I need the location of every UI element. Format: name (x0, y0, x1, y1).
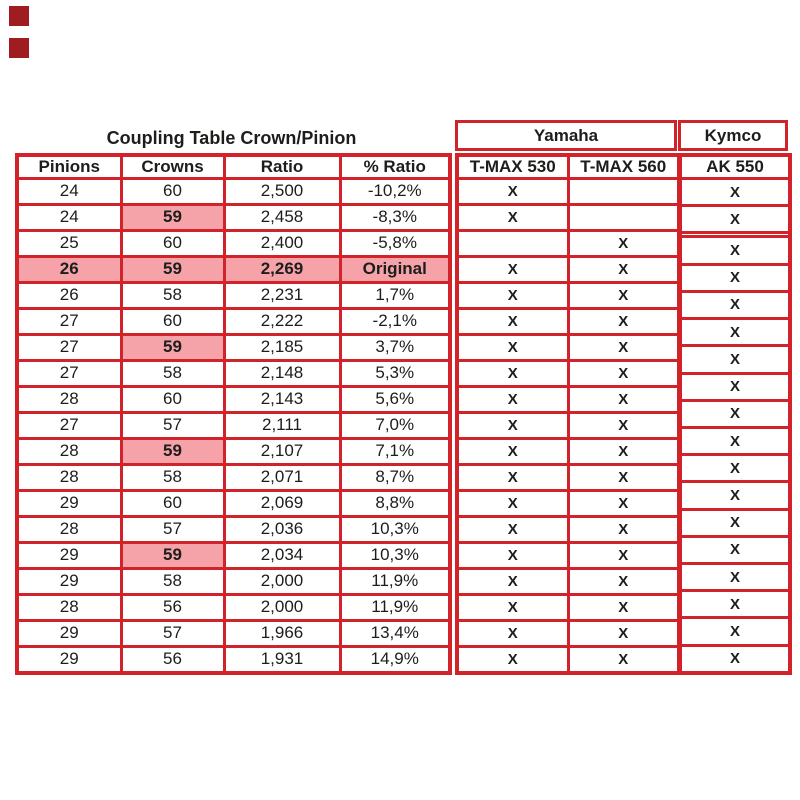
ak550-cell: X (680, 319, 790, 346)
crowns-cell: 59 (121, 256, 224, 282)
crowns-cell: 57 (121, 516, 224, 542)
table-row (17, 464, 450, 490)
yamaha-row (457, 516, 679, 542)
ratio-cell: 2,148 (224, 360, 340, 386)
kymco-row (680, 346, 790, 373)
yamaha-row (457, 204, 679, 230)
tmax530-cell: X (457, 412, 568, 438)
pct-ratio-cell: 3,7% (340, 334, 450, 360)
ratio-column-header: Ratio (224, 155, 340, 179)
kymco-row (680, 373, 790, 400)
table-row (17, 282, 450, 308)
pinions-cell: 26 (17, 282, 121, 308)
ratio-cell: 2,231 (224, 282, 340, 308)
tmax530-cell: X (457, 308, 568, 334)
crowns-cell: 60 (121, 179, 224, 205)
yamaha-row (457, 464, 679, 490)
crowns-cell: 58 (121, 360, 224, 386)
pct-ratio-cell: Original (340, 256, 450, 282)
table-row (17, 204, 450, 230)
kymco-row (680, 509, 790, 536)
tmax530-cell: X (457, 516, 568, 542)
kymco-table-header-row (680, 155, 790, 179)
crowns-cell: 59 (121, 542, 224, 568)
tmax560-cell: X (568, 230, 679, 256)
tmax560-cell: X (568, 360, 679, 386)
coupling-table-header-row (17, 155, 450, 179)
pinions-column-header: Pinions (17, 155, 121, 179)
kymco-row (680, 645, 790, 673)
tmax560-cell: X (568, 594, 679, 620)
table-row (17, 594, 450, 620)
crowns-cell: 60 (121, 308, 224, 334)
ak550-cell: X (680, 645, 790, 673)
pct-ratio-cell: -10,2% (340, 179, 450, 205)
table-row (17, 620, 450, 646)
pinions-cell: 26 (17, 256, 121, 282)
crowns-cell: 60 (121, 490, 224, 516)
yamaha-row (457, 594, 679, 620)
tmax560-cell: X (568, 464, 679, 490)
tmax530-cell: X (457, 620, 568, 646)
tmax560-column-header: T-MAX 560 (568, 155, 679, 179)
tmax560-cell: X (568, 334, 679, 360)
tmax530-cell: X (457, 282, 568, 308)
yamaha-row (457, 490, 679, 516)
crowns-cell: 59 (121, 334, 224, 360)
table-row (17, 256, 450, 282)
pinions-cell: 29 (17, 620, 121, 646)
ratio-cell: 2,458 (224, 204, 340, 230)
tmax530-cell: X (457, 490, 568, 516)
kymco-table-body (680, 179, 790, 674)
table-row (17, 308, 450, 334)
pinions-cell: 27 (17, 360, 121, 386)
yamaha-row (457, 282, 679, 308)
table-row (17, 490, 450, 516)
pct-ratio-cell: 14,9% (340, 646, 450, 673)
kymco-row (680, 591, 790, 618)
tmax560-cell: X (568, 438, 679, 464)
pinions-cell: 27 (17, 308, 121, 334)
pct-ratio-cell: 8,8% (340, 490, 450, 516)
pinions-cell: 29 (17, 568, 121, 594)
tmax530-cell: X (457, 568, 568, 594)
pct-ratio-cell: 10,3% (340, 516, 450, 542)
kymco-row (680, 291, 790, 318)
pct-ratio-cell: 5,3% (340, 360, 450, 386)
coupling-table (15, 153, 452, 675)
yamaha-table-body (457, 179, 679, 674)
ratio-cell: 2,111 (224, 412, 340, 438)
ak550-cell: X (680, 482, 790, 509)
ak550-cell: X (680, 346, 790, 373)
pinions-cell: 25 (17, 230, 121, 256)
kymco-row (680, 536, 790, 563)
pinions-cell: 24 (17, 179, 121, 205)
yamaha-row (457, 646, 679, 673)
ak550-cell: X (680, 179, 790, 206)
kymco-row (680, 179, 790, 206)
table-row (17, 386, 450, 412)
ratio-cell: 2,034 (224, 542, 340, 568)
tmax560-cell: X (568, 412, 679, 438)
pct-ratio-cell: 5,6% (340, 386, 450, 412)
crowns-cell: 57 (121, 412, 224, 438)
tmax560-cell: X (568, 308, 679, 334)
ratio-cell: 2,185 (224, 334, 340, 360)
pct-ratio-cell: 1,7% (340, 282, 450, 308)
tmax560-cell: X (568, 542, 679, 568)
yamaha-row (457, 568, 679, 594)
yamaha-row (457, 179, 679, 205)
kymco-row (680, 206, 790, 233)
kymco-row (680, 237, 790, 264)
tmax530-cell: X (457, 360, 568, 386)
ratio-cell: 2,036 (224, 516, 340, 542)
crowns-cell: 59 (121, 204, 224, 230)
red-square-marker (9, 6, 29, 26)
tmax530-cell: X (457, 179, 568, 205)
yamaha-row (457, 334, 679, 360)
table-row (17, 646, 450, 673)
tmax560-cell: X (568, 516, 679, 542)
kymco-row (680, 618, 790, 645)
yamaha-row (457, 230, 679, 256)
kymco-group-header (678, 120, 788, 151)
yamaha-row (457, 620, 679, 646)
pct-ratio-cell: 7,1% (340, 438, 450, 464)
ratio-cell: 2,069 (224, 490, 340, 516)
tmax530-cell: X (457, 646, 568, 673)
tmax530-cell: X (457, 542, 568, 568)
pinions-cell: 27 (17, 334, 121, 360)
crowns-cell: 59 (121, 438, 224, 464)
crowns-cell: 57 (121, 620, 224, 646)
ratio-cell: 2,000 (224, 594, 340, 620)
ak550-cell: X (680, 206, 790, 233)
ratio-cell: 2,000 (224, 568, 340, 594)
yamaha-row (457, 256, 679, 282)
crowns-cell: 58 (121, 282, 224, 308)
pct-ratio-cell: -5,8% (340, 230, 450, 256)
crowns-cell: 60 (121, 386, 224, 412)
table-row (17, 568, 450, 594)
tmax530-cell: X (457, 438, 568, 464)
tmax530-cell: X (457, 464, 568, 490)
tmax560-cell: X (568, 282, 679, 308)
kymco-row (680, 319, 790, 346)
table-row (17, 360, 450, 386)
pct-ratio-cell: 7,0% (340, 412, 450, 438)
ak550-column-header: AK 550 (680, 155, 790, 179)
yamaha-row (457, 542, 679, 568)
table-row (17, 179, 450, 205)
ratio-cell: 2,269 (224, 256, 340, 282)
kymco-row (680, 264, 790, 291)
ratio-cell: 1,931 (224, 646, 340, 673)
pct-ratio-cell: 10,3% (340, 542, 450, 568)
table-row (17, 516, 450, 542)
table-row (17, 412, 450, 438)
kymco-row (680, 563, 790, 590)
ratio-cell: 2,143 (224, 386, 340, 412)
ak550-cell: X (680, 509, 790, 536)
yamaha-group-header (455, 120, 677, 151)
tmax560-cell: X (568, 490, 679, 516)
tmax560-cell: X (568, 620, 679, 646)
ratio-cell: 2,107 (224, 438, 340, 464)
tmax560-cell: X (568, 568, 679, 594)
crowns-cell: 56 (121, 646, 224, 673)
tmax560-cell (568, 204, 679, 230)
ak550-cell: X (680, 264, 790, 291)
pinions-cell: 28 (17, 464, 121, 490)
kymco-label: Kymco (704, 125, 762, 145)
table-row (17, 230, 450, 256)
ak550-cell: X (680, 618, 790, 645)
pct-ratio-cell: 13,4% (340, 620, 450, 646)
pct-ratio-cell: 11,9% (340, 594, 450, 620)
red-square-marker (9, 38, 29, 58)
yamaha-row (457, 412, 679, 438)
crowns-cell: 60 (121, 230, 224, 256)
kymco-row (680, 400, 790, 427)
crowns-cell: 56 (121, 594, 224, 620)
tmax560-cell: X (568, 256, 679, 282)
ak550-cell: X (680, 455, 790, 482)
ak550-cell: X (680, 591, 790, 618)
ratio-cell: 1,966 (224, 620, 340, 646)
ak550-cell: X (680, 563, 790, 590)
pct-ratio-cell: 8,7% (340, 464, 450, 490)
ak550-cell: X (680, 536, 790, 563)
pinions-cell: 28 (17, 386, 121, 412)
tmax530-cell: X (457, 594, 568, 620)
ak550-cell: X (680, 427, 790, 454)
yamaha-row (457, 438, 679, 464)
tmax530-cell: X (457, 334, 568, 360)
tmax560-cell (568, 179, 679, 205)
pinions-cell: 29 (17, 646, 121, 673)
crowns-cell: 58 (121, 568, 224, 594)
ak550-cell: X (680, 373, 790, 400)
tmax530-cell: X (457, 256, 568, 282)
ratio-cell: 2,500 (224, 179, 340, 205)
pinions-cell: 28 (17, 516, 121, 542)
table-title: Coupling Table Crown/Pinion (106, 127, 357, 148)
crowns-column-header: Crowns (121, 155, 224, 179)
yamaha-row (457, 308, 679, 334)
ak550-cell: X (680, 237, 790, 264)
kymco-row (680, 427, 790, 454)
pct-ratio-cell: 11,9% (340, 568, 450, 594)
tmax530-cell: X (457, 204, 568, 230)
ratio-cell: 2,222 (224, 308, 340, 334)
kymco-table (678, 153, 792, 675)
tmax530-cell (457, 230, 568, 256)
pct-ratio-cell: -8,3% (340, 204, 450, 230)
ratio-cell: 2,071 (224, 464, 340, 490)
ratio-cell: 2,400 (224, 230, 340, 256)
pinions-cell: 24 (17, 204, 121, 230)
yamaha-table (455, 153, 681, 675)
pinions-cell: 29 (17, 542, 121, 568)
pinions-cell: 29 (17, 490, 121, 516)
ak550-cell: X (680, 400, 790, 427)
yamaha-label: Yamaha (533, 125, 599, 145)
coupling-table-body (17, 179, 450, 674)
table-row (17, 334, 450, 360)
table-row (17, 438, 450, 464)
pinions-cell: 28 (17, 594, 121, 620)
pinions-cell: 28 (17, 438, 121, 464)
tmax530-column-header: T-MAX 530 (457, 155, 568, 179)
ak550-cell: X (680, 291, 790, 318)
pinions-cell: 27 (17, 412, 121, 438)
kymco-row (680, 482, 790, 509)
yamaha-row (457, 386, 679, 412)
pct-ratio-cell: -2,1% (340, 308, 450, 334)
tmax530-cell: X (457, 386, 568, 412)
kymco-row (680, 455, 790, 482)
table-row (17, 542, 450, 568)
yamaha-row (457, 360, 679, 386)
tmax560-cell: X (568, 646, 679, 673)
crowns-cell: 58 (121, 464, 224, 490)
tmax560-cell: X (568, 386, 679, 412)
yamaha-table-header-row (457, 155, 679, 179)
pct-ratio-column-header: % Ratio (340, 155, 450, 179)
